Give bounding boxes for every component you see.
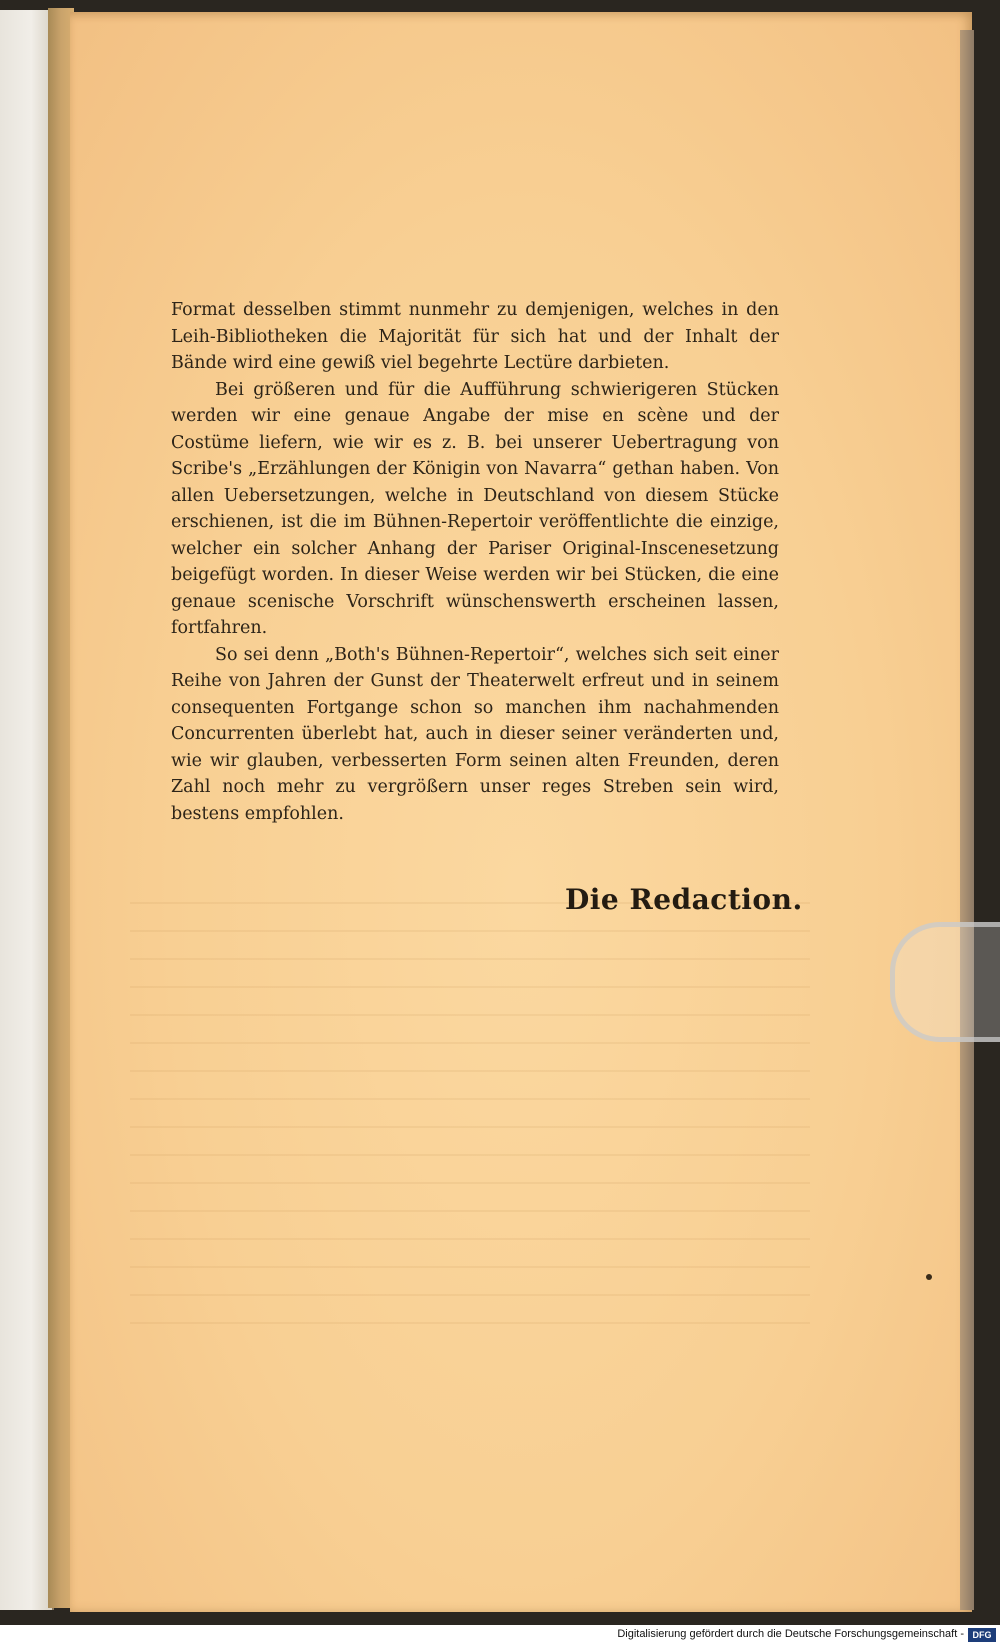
signature: Die Redaction. xyxy=(565,883,803,916)
page-clip xyxy=(890,922,1000,1042)
left-page-edge xyxy=(0,10,54,1610)
dfg-logo: DFG xyxy=(968,1628,996,1642)
right-page-edge xyxy=(960,30,974,1610)
digitization-credit: Digitalisierung gefördert durch die Deutsche Forschungsgemeinschaft - xyxy=(617,1628,964,1640)
show-through-text xyxy=(130,880,810,1350)
paragraph-2: Bei größeren und für die Aufführung schwierigeren Stücken werden wir eine genaue Angabe der mise en scène und der Costüme liefern, wie wir es z. B. bei unserer Uebertragung von Scribe's „Erzählungen der Königin von Navarra“ gethan haben. Von allen Uebersetzungen, welche in Deutschland von diesem Stücke erschienen, ist die im Bühnen-Repertoir veröffentlichte die einzige, welcher ein solcher Anhang der Pariser Original-Inscenesetzung beigefügt worden. In dieser Weise werden wir bei Stücken, die eine genaue scenische Vorschrift wünschenswerth erscheinen lassen, fortfahren. xyxy=(171,379,779,638)
ink-speck xyxy=(926,1274,932,1280)
body-text xyxy=(171,297,779,827)
paragraph-3: So sei denn „Both's Bühnen-Repertoir“, welches sich seit einer Reihe von Jahren der Gunst der Theaterwelt erfreut und in seinem consequenten Fortgange schon so manchen ihm nachahmenden Concurrenten überlebt hat, auch in dieser seiner veränderten und, wie wir glauben, verbesserten Form seinen alten Freunden, deren Zahl noch mehr zu vergrößern unser reges Streben sein wird, bestens empfohlen. xyxy=(171,644,779,824)
paragraph-1: Format desselben stimmt nunmehr zu demjenigen, welches in den Leih-Bibliotheken die Majorität für sich hat und der Inhalt der Bände wird eine gewiß viel begehrte Lectüre darbieten. xyxy=(171,300,779,373)
